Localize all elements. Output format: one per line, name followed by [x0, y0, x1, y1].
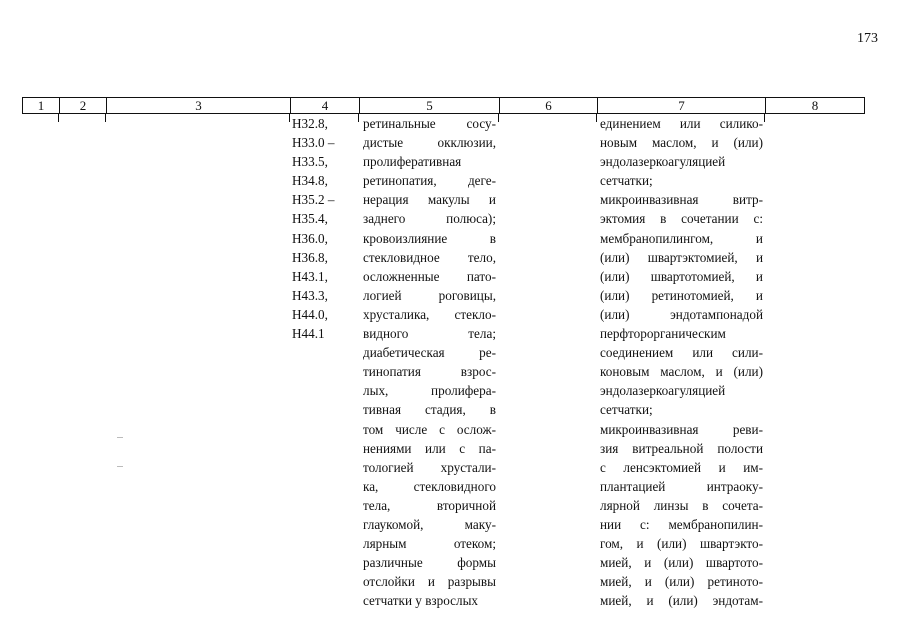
- header-cell-4: 4: [291, 98, 360, 113]
- treatment-method-line: микроинвазивная реви-: [600, 421, 763, 437]
- treatment-method-line: сетчатки;: [600, 173, 653, 189]
- disease-description-line: ретинальные сосу-: [363, 116, 496, 131]
- disease-description-line: пролиферативная: [363, 154, 462, 170]
- treatment-method-line: новым маслом, и (или): [600, 135, 763, 151]
- header-cell-7: 7: [598, 98, 766, 113]
- treatment-method-line: (или) эндотампонадой: [600, 306, 763, 322]
- header-cell-6: 6: [500, 98, 598, 113]
- diagnosis-code: H44.1: [292, 326, 325, 342]
- disease-description-line: логией роговицы,: [363, 287, 496, 303]
- treatment-method-line: мембранопилингом, и: [600, 230, 763, 246]
- treatment-method-line: (или) швартотомией, и: [600, 268, 763, 284]
- disease-description-line: лярным отеком;: [363, 536, 496, 552]
- treatment-method-line: с ленсэктомией и им-: [600, 459, 763, 475]
- header-cell-2: 2: [60, 98, 107, 113]
- treatment-method-line: эндолазеркоагуляцией: [600, 154, 726, 170]
- header-cell-1: 1: [23, 98, 60, 113]
- header-cell-3: 3: [107, 98, 291, 113]
- treatment-method-line: эктомия в сочетании с:: [600, 211, 763, 227]
- disease-description-line: отслойки и разрывы: [363, 574, 496, 590]
- treatment-method-line: зия витреальной полости: [600, 440, 763, 456]
- disease-description-line: том числе с ослож-: [363, 421, 496, 437]
- diagnosis-code: H33.0 –: [292, 135, 335, 151]
- treatment-method-line: сетчатки;: [600, 402, 653, 418]
- treatment-method-line: (или) швартэктомией, и: [600, 249, 763, 265]
- diagnosis-code: H35.4,: [292, 211, 328, 227]
- disease-description-line: стекловидное тело,: [363, 249, 496, 265]
- treatment-method-line: лярной линзы в сочета-: [600, 497, 763, 513]
- column-divider: [289, 114, 290, 122]
- column-divider: [764, 114, 765, 122]
- diagnosis-code: H32.8,: [292, 116, 328, 131]
- column-divider: [498, 114, 499, 122]
- scan-mark: [117, 437, 123, 438]
- treatment-method-line: нии с: мембранопилин-: [600, 516, 763, 532]
- scan-mark: [117, 466, 123, 467]
- diagnosis-code: H43.1,: [292, 268, 328, 284]
- disease-description-line: осложненные пато-: [363, 268, 496, 284]
- treatment-method-line: микроинвазивная витр-: [600, 192, 763, 208]
- disease-description-line: лых, пролифера-: [363, 383, 496, 399]
- table-header-row: [22, 97, 865, 114]
- treatment-method-line: мией, и (или) эндотам-: [600, 593, 763, 609]
- disease-description-column: [363, 114, 496, 610]
- treatment-method-line: (или) ретинотомией, и: [600, 287, 763, 303]
- treatment-method-line: эндолазеркоагуляцией: [600, 383, 726, 399]
- diagnosis-code: H35.2 –: [292, 192, 335, 208]
- disease-description-line: тинопатия взрос-: [363, 364, 496, 380]
- treatment-method-column: [600, 114, 763, 610]
- disease-description-line: различные формы: [363, 555, 496, 571]
- treatment-method-line: мией, и (или) швартото-: [600, 555, 763, 571]
- treatment-method-line: единением или силико-: [600, 116, 763, 131]
- disease-description-line: нениями или с па-: [363, 440, 496, 456]
- disease-description-line: дистые окклюзии,: [363, 135, 496, 151]
- diagnosis-code: H43.3,: [292, 287, 328, 303]
- diagnosis-code: H44.0,: [292, 306, 328, 322]
- disease-description-line: заднего полюса);: [363, 211, 496, 227]
- disease-description-line: нерация макулы и: [363, 192, 496, 208]
- treatment-method-line: гом, и (или) швартэкто-: [600, 536, 763, 552]
- disease-description-line: глаукомой, маку-: [363, 516, 496, 532]
- header-cell-8: 8: [811, 98, 819, 113]
- header-cell-5: 5: [360, 98, 500, 113]
- treatment-method-line: плантацией интраоку-: [600, 478, 763, 494]
- disease-description-line: кровоизлияние в: [363, 230, 496, 246]
- disease-description-line: хрусталика, стекло-: [363, 306, 496, 322]
- column-divider: [358, 114, 359, 122]
- treatment-method-line: мией, и (или) ретинoто-: [600, 574, 763, 590]
- disease-description-line: ка, стекловидного: [363, 478, 496, 494]
- disease-description-line: тивная стадия, в: [363, 402, 496, 418]
- column-divider: [58, 114, 59, 122]
- diagnosis-codes-column: [292, 114, 350, 343]
- diagnosis-code: H33.5,: [292, 154, 328, 170]
- diagnosis-code: H36.8,: [292, 249, 328, 265]
- disease-description-line: диабетическая ре-: [363, 345, 496, 361]
- page-number: 173: [857, 31, 878, 46]
- disease-description-line: ретинопатия, деге-: [363, 173, 496, 189]
- disease-description-line: тела, вторичной: [363, 497, 496, 513]
- diagnosis-code: H36.0,: [292, 230, 328, 246]
- disease-description-line: видного тела;: [363, 326, 496, 342]
- column-divider: [105, 114, 106, 122]
- diagnosis-code: H34.8,: [292, 173, 328, 189]
- column-divider: [596, 114, 597, 122]
- treatment-method-line: перфторорганическим: [600, 326, 726, 342]
- disease-description-line: тологией хрустали-: [363, 459, 496, 475]
- treatment-method-line: соединением или сили-: [600, 345, 763, 361]
- treatment-method-line: коновым маслом, и (или): [600, 364, 763, 380]
- disease-description-line: сетчатки у взрослых: [363, 593, 479, 609]
